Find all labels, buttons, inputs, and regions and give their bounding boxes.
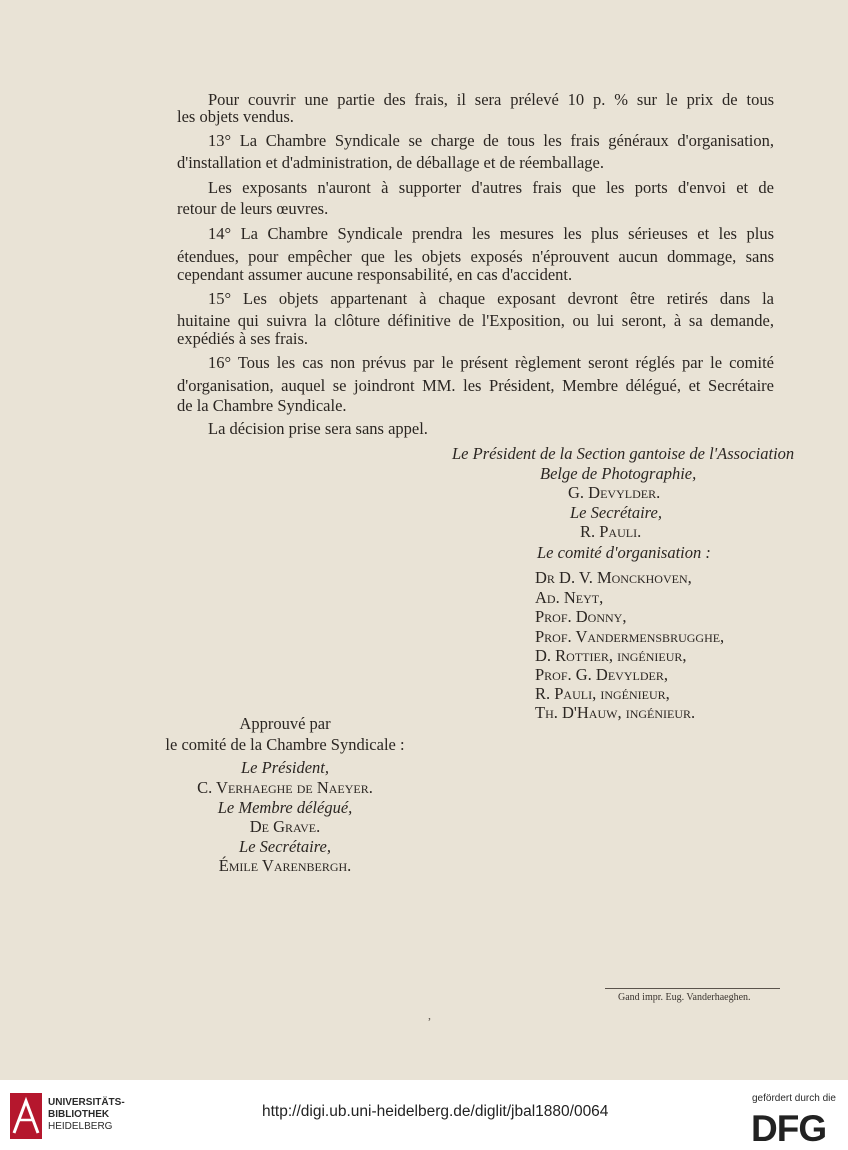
digitization-footer [0, 1080, 848, 1148]
permalink-url[interactable]: http://digi.ub.uni-heidelberg.de/diglit/jbal1880/0064 [262, 1103, 609, 1120]
president-title-line-2: Belge de Photographie, [540, 464, 697, 483]
library-name-line-1: UNIVERSITÄTS- [48, 1097, 125, 1108]
library-name-line-3: HEIDELBERG [48, 1121, 113, 1132]
president-name: G. Devylder. [568, 483, 661, 502]
committee-member: Th. D'Hauw, ingénieur. [535, 703, 696, 722]
funding-caption: gefördert durch die [752, 1093, 836, 1104]
approval-secretary-name: Émile Varenbergh. [218, 856, 352, 875]
approval-president-title: Le Président, [241, 758, 329, 777]
paragraph-4-line-2: étendues, pour empêcher que les objets exposés n'éprouvent aucun dommage, sans [177, 247, 774, 266]
paragraph-3-line-1: Les exposants n'auront à supporter d'autres frais que les ports d'envoi et de [208, 178, 774, 197]
paragraph-5-line-1: 15° Les objets appartenant à chaque exposant devront être retirés dans la [208, 289, 774, 308]
stray-mark: , [428, 1008, 431, 1022]
paragraph-5-line-3: expédiés à ses frais. [177, 329, 309, 348]
approval-delegate-title: Le Membre délégué, [217, 798, 353, 817]
paragraph-6-line-1: 16° Tous les cas non prévus par le présent règlement seront réglés par le comité [208, 353, 774, 372]
paragraph-6-line-2: d'organisation, auquel se joindront MM. les Président, Membre délégué, et Secrétaire [177, 376, 774, 395]
paragraph-3-line-2: retour de leurs œuvres. [177, 199, 329, 218]
president-title-line-1: Le Président de la Section gantoise de l'Association [452, 444, 795, 463]
approval-delegate-name: De Grave. [249, 817, 321, 836]
paragraph-5-line-2: huitaine qui suivra la clôture définitive de l'Exposition, ou lui seront, à sa demande, [177, 311, 774, 330]
secretary-title: Le Secrétaire, [570, 503, 662, 522]
approved-line-2: le comité de la Chambre Syndicale : [165, 735, 405, 754]
committee-member: Prof. Vandermensbrugghe, [535, 627, 725, 646]
secretary-name: R. Pauli. [580, 522, 642, 541]
printer-imprint: Gand impr. Eug. Vanderhaeghen. [618, 992, 751, 1003]
library-name-line-2: BIBLIOTHEK [48, 1109, 110, 1120]
paragraph-1-line-1: Pour couvrir une partie des frais, il sera prélevé 10 p. % sur le prix de tous [208, 90, 774, 109]
approval-president-name: C. Verhaeghe de Naeyer. [197, 778, 373, 797]
committee-member: Dr D. V. Monckhoven, [535, 568, 692, 587]
committee-member: R. Pauli, ingénieur, [535, 684, 670, 703]
approval-secretary-title: Le Secrétaire, [239, 837, 331, 856]
dfg-logo: DFG [751, 1108, 827, 1149]
paragraph-6-line-3: de la Chambre Syndicale. [177, 396, 347, 415]
paragraph-4-line-1: 14° La Chambre Syndicale prendra les mesures les plus sérieuses et les plus [208, 224, 774, 243]
paragraph-2-line-1: 13° La Chambre Syndicale se charge de tous les frais généraux d'organisation, [208, 131, 774, 150]
committee-member: Prof. Donny, [535, 607, 627, 626]
paragraph-1-line-2: les objets vendus. [177, 107, 294, 126]
committee-title: Le comité d'organisation : [537, 543, 711, 562]
university-library-logo-icon [10, 1093, 42, 1139]
committee-member: D. Rottier, ingénieur, [535, 646, 687, 665]
imprint-rule [605, 988, 780, 989]
approved-line-1: Approuvé par [239, 714, 331, 733]
committee-member: Ad. Neyt, [535, 588, 604, 607]
committee-member: Prof. G. Devylder, [535, 665, 668, 684]
paragraph-7-line-1: La décision prise sera sans appel. [208, 419, 428, 438]
paragraph-4-line-3: cependant assumer aucune responsabilité, en cas d'accident. [177, 265, 573, 284]
paragraph-2-line-2: d'installation et d'administration, de déballage et de réemballage. [177, 153, 605, 172]
